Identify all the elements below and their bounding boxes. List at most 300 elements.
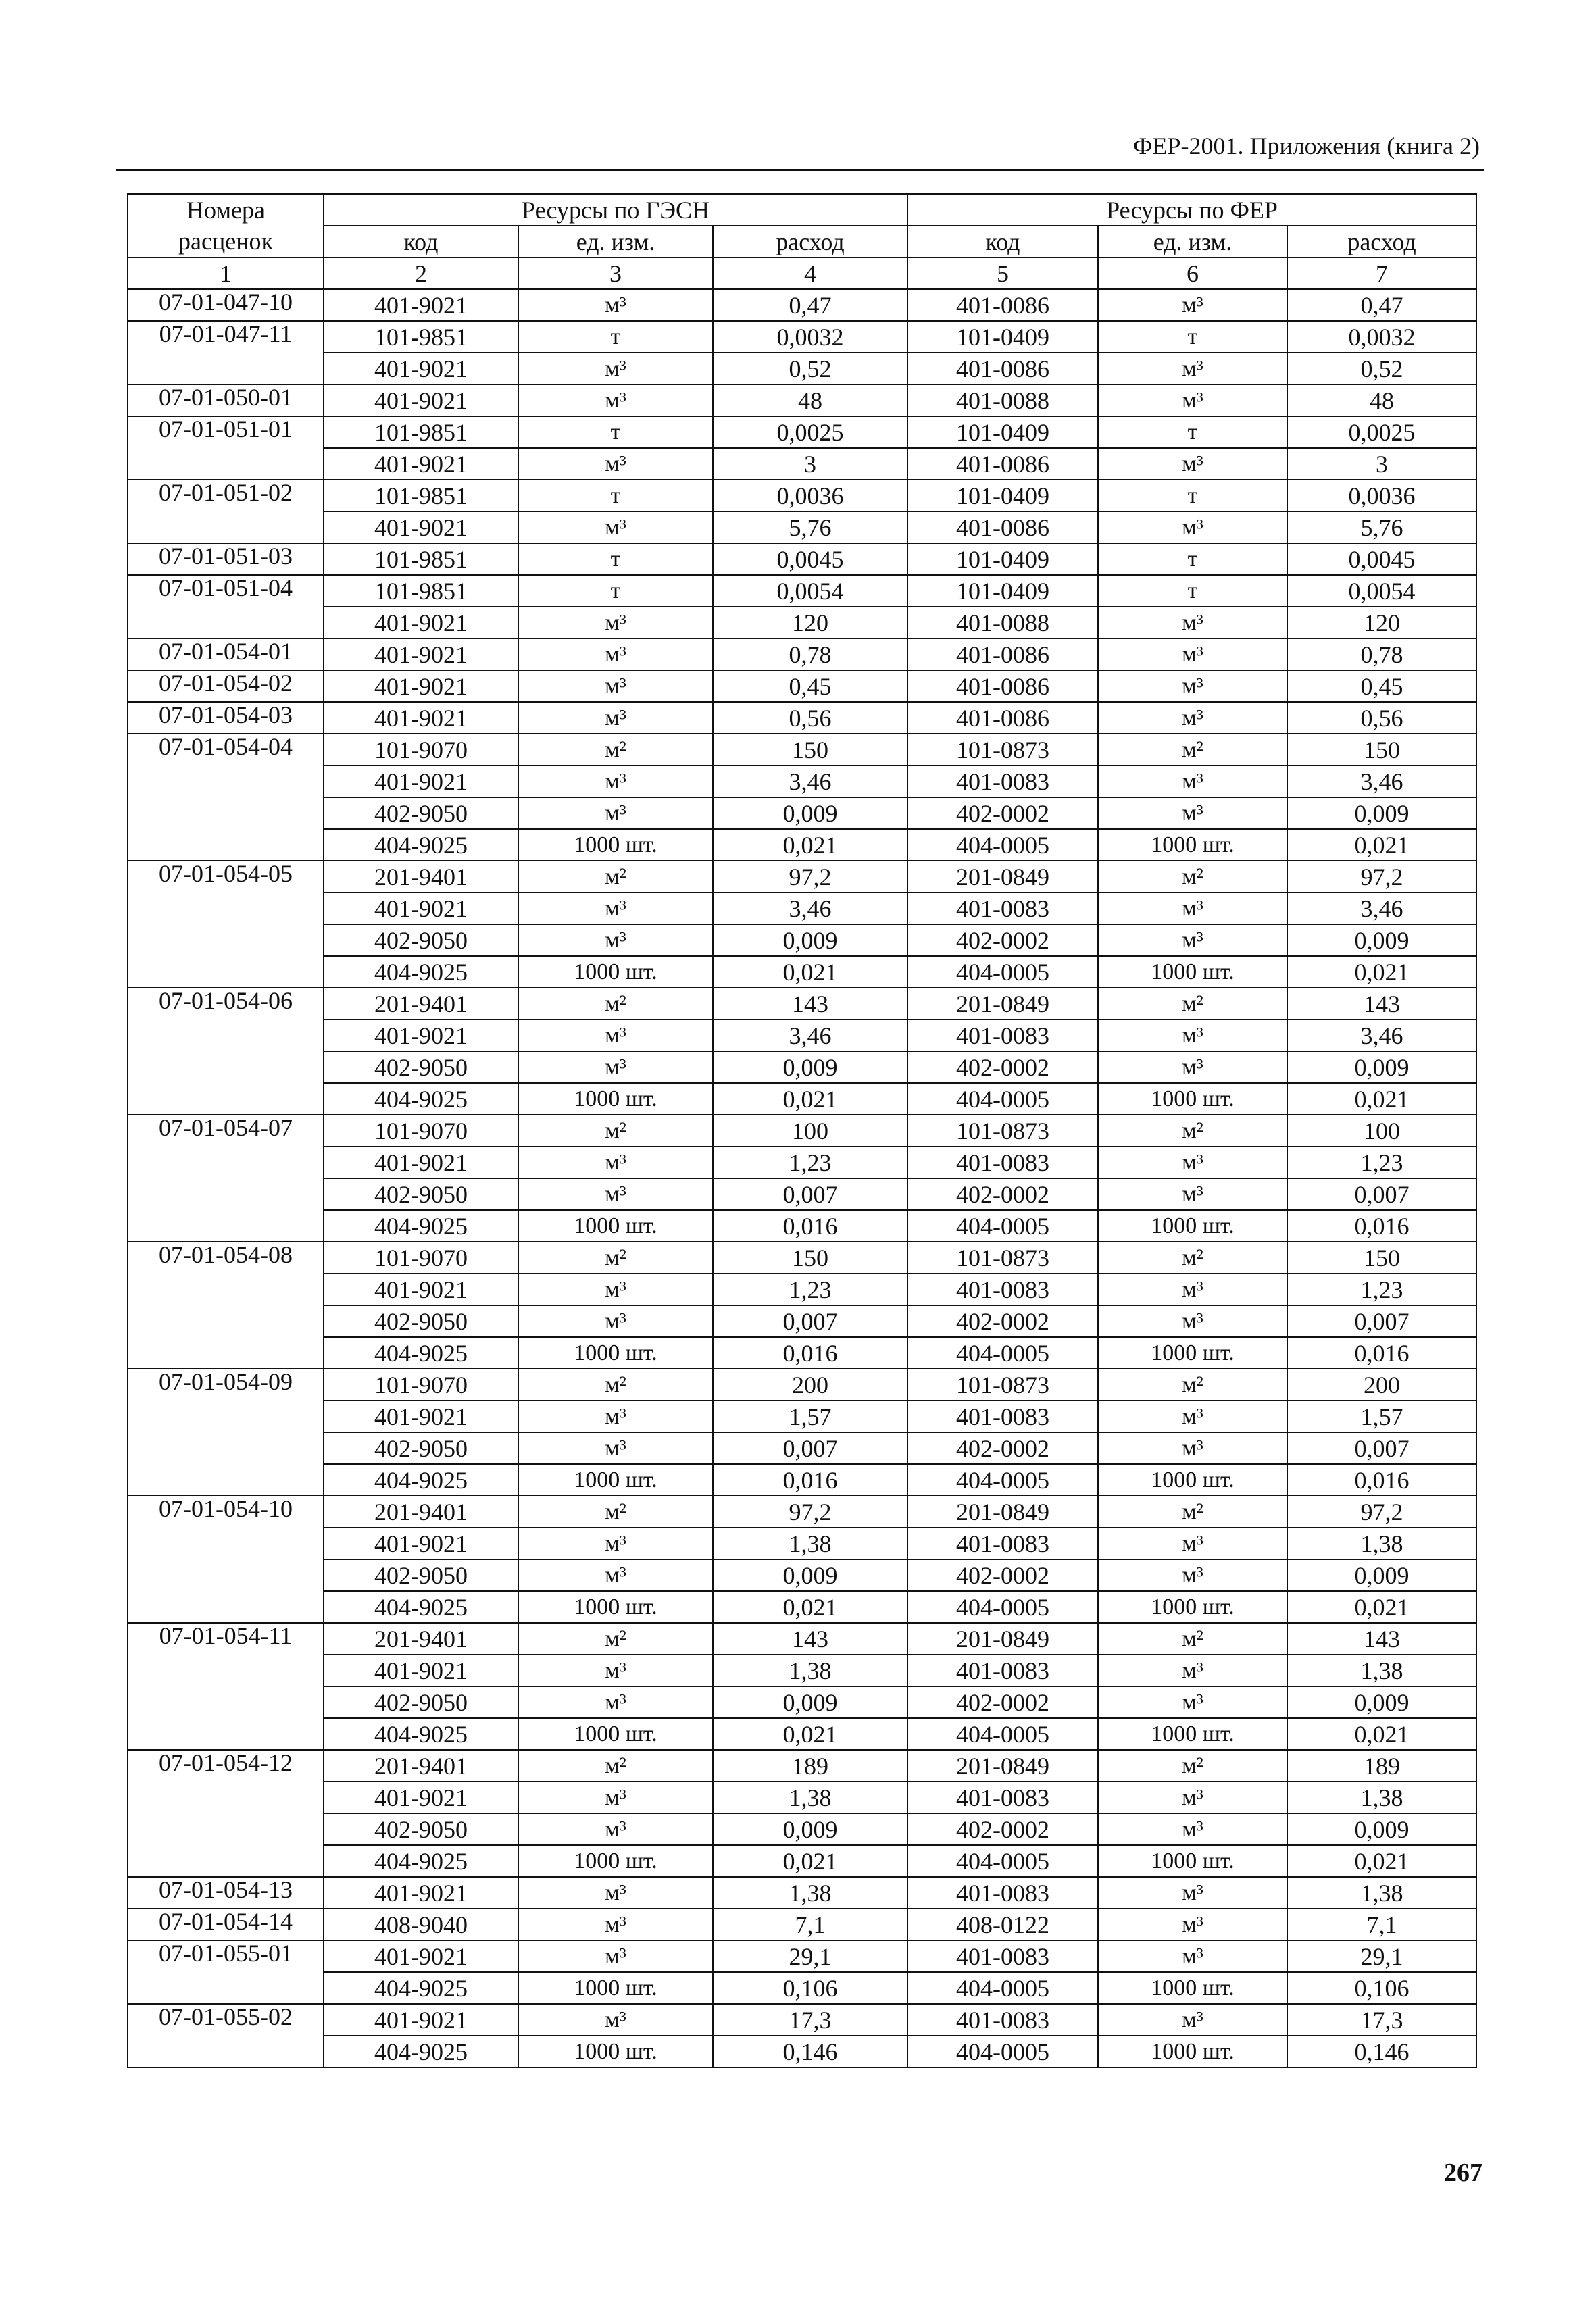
fer-unit-cell: 1000 шт.: [1098, 956, 1287, 988]
gesn-code-cell: 401-9021: [324, 892, 518, 924]
table-row: [128, 480, 1476, 511]
fer-code-cell: 404-0005: [907, 1464, 1098, 1496]
fer-code-cell: 402-0002: [907, 1178, 1098, 1210]
col-number: 6: [1098, 257, 1287, 289]
fer-unit-cell: м³: [1098, 1909, 1287, 1940]
rate-number-cell: [128, 765, 324, 797]
fer-unit-cell: м³: [1098, 1782, 1287, 1813]
fer-code-cell: 401-0083: [907, 1274, 1098, 1305]
gesn-unit-cell: м²: [518, 1750, 713, 1782]
table-row: [128, 1750, 1476, 1782]
fer-amount-cell: 0,0025: [1287, 416, 1476, 448]
rate-number-cell: [128, 1528, 324, 1559]
fer-amount-cell: 0,016: [1287, 1464, 1476, 1496]
fer-unit-cell: м³: [1098, 1051, 1287, 1083]
gesn-code-cell: 401-9021: [324, 638, 518, 670]
fer-unit-cell: т: [1098, 416, 1287, 448]
table-row: [128, 1305, 1476, 1337]
gesn-amount-cell: 5,76: [713, 511, 907, 543]
table-row: [128, 734, 1476, 765]
rate-number-cell: 07-01-054-06: [128, 988, 324, 1020]
fer-unit-cell: м³: [1098, 924, 1287, 956]
fer-amount-cell: 0,47: [1287, 289, 1476, 321]
gesn-amount-cell: 0,007: [713, 1432, 907, 1464]
gesn-code-cell: 402-9050: [324, 1305, 518, 1337]
table-row: [128, 1464, 1476, 1496]
fer-unit-cell: м²: [1098, 861, 1287, 892]
gesn-code-cell: 101-9851: [324, 543, 518, 575]
fer-code-cell: 401-0083: [907, 1655, 1098, 1686]
fer-unit-cell: т: [1098, 543, 1287, 575]
fer-amount-cell: 97,2: [1287, 861, 1476, 892]
fer-amount-cell: 100: [1287, 1115, 1476, 1147]
gesn-amount-cell: 0,016: [713, 1464, 907, 1496]
fer-unit-cell: т: [1098, 575, 1287, 607]
fer-code-cell: 401-0083: [907, 1020, 1098, 1051]
fer-code-cell: 401-0083: [907, 892, 1098, 924]
gesn-unit-cell: 1000 шт.: [518, 1718, 713, 1750]
table-row: [128, 1845, 1476, 1877]
fer-amount-cell: 0,016: [1287, 1337, 1476, 1369]
gesn-code-cell: 401-9021: [324, 1940, 518, 1972]
gesn-amount-cell: 0,021: [713, 1718, 907, 1750]
gesn-unit-cell: 1000 шт.: [518, 829, 713, 861]
rate-number-cell: 07-01-051-01: [128, 416, 324, 448]
gesn-unit-cell: м²: [518, 988, 713, 1020]
table-row: [128, 2036, 1476, 2067]
gesn-code-cell: 101-9070: [324, 1115, 518, 1147]
gesn-code-cell: 404-9025: [324, 2036, 518, 2067]
gesn-amount-cell: 150: [713, 1242, 907, 1274]
table-row: [128, 2004, 1476, 2036]
gesn-unit-cell: м³: [518, 1813, 713, 1845]
gesn-unit-cell: м³: [518, 702, 713, 734]
fer-code-cell: 401-0088: [907, 384, 1098, 416]
table-row: [128, 353, 1476, 384]
rate-number-cell: [128, 1591, 324, 1623]
rates-header-2: расценок: [128, 226, 324, 257]
rate-number-cell: 07-01-051-02: [128, 480, 324, 511]
fer-unit-cell: 1000 шт.: [1098, 1210, 1287, 1242]
gesn-amount-cell: 0,0032: [713, 321, 907, 353]
fer-amount-cell: 29,1: [1287, 1940, 1476, 1972]
fer-group-header: Ресурсы по ФЕР: [907, 194, 1476, 226]
rate-number-cell: [128, 1813, 324, 1845]
gesn-unit-cell: м³: [518, 1305, 713, 1337]
table-row: [128, 1528, 1476, 1559]
gesn-unit-cell: м³: [518, 924, 713, 956]
gesn-amount-cell: 3,46: [713, 1020, 907, 1051]
fer-unit-cell: м³: [1098, 765, 1287, 797]
fer-unit-cell: 1000 шт.: [1098, 1591, 1287, 1623]
resource-table: [127, 193, 1477, 2068]
col-number: 2: [324, 257, 518, 289]
gesn-code-cell: 404-9025: [324, 829, 518, 861]
fer-unit-cell: м³: [1098, 1655, 1287, 1686]
table-row: [128, 321, 1476, 353]
fer-amount-cell: 0,0032: [1287, 321, 1476, 353]
gesn-unit-cell: т: [518, 543, 713, 575]
page-number: 267: [1444, 2159, 1482, 2187]
fer-code-cell: 402-0002: [907, 1305, 1098, 1337]
fer-unit-cell: 1000 шт.: [1098, 1845, 1287, 1877]
fer-amount-cell: 120: [1287, 607, 1476, 638]
gesn-unit-cell: м³: [518, 1020, 713, 1051]
fer-unit-cell: т: [1098, 480, 1287, 511]
table-row: [128, 1020, 1476, 1051]
gesn-code-cell: 404-9025: [324, 1972, 518, 2004]
running-header: ФЕР-2001. Приложения (книга 2): [1133, 132, 1480, 159]
fer-code-cell: 401-0083: [907, 1940, 1098, 1972]
fer-code-cell: 401-0086: [907, 670, 1098, 702]
fer-amount-cell: 0,009: [1287, 1686, 1476, 1718]
fer-code-cell: 402-0002: [907, 1813, 1098, 1845]
table-row: [128, 1337, 1476, 1369]
fer-unit-cell: т: [1098, 321, 1287, 353]
fer-code-cell: 402-0002: [907, 1432, 1098, 1464]
gesn-amount-cell: 29,1: [713, 1940, 907, 1972]
fer-code-cell: 101-0873: [907, 1115, 1098, 1147]
column-numbers-row: [128, 257, 1476, 289]
gesn-amount-cell: 150: [713, 734, 907, 765]
rate-number-cell: [128, 956, 324, 988]
gesn-code-cell: 402-9050: [324, 1686, 518, 1718]
fer-amount-cell: 0,45: [1287, 670, 1476, 702]
table-row: [128, 1591, 1476, 1623]
fer-amount-cell: 0,0045: [1287, 543, 1476, 575]
table-body: [128, 289, 1476, 2067]
gesn-unit-cell: м²: [518, 1115, 713, 1147]
rate-number-cell: [128, 1464, 324, 1496]
gesn-amount-cell: 0,009: [713, 1559, 907, 1591]
gesn-unit-cell: 1000 шт.: [518, 1972, 713, 2004]
fer-unit-cell: м²: [1098, 1242, 1287, 1274]
table-row: [128, 892, 1476, 924]
gesn-amount-cell: 0,007: [713, 1178, 907, 1210]
table-row: [128, 511, 1476, 543]
gesn-unit-cell: м³: [518, 511, 713, 543]
fer-unit-cell: м²: [1098, 1623, 1287, 1655]
fer-unit-cell: м³: [1098, 1559, 1287, 1591]
gesn-amount-cell: 0,78: [713, 638, 907, 670]
rate-number-cell: [128, 829, 324, 861]
fer-amount-cell: 0,0036: [1287, 480, 1476, 511]
fer-unit-cell: м³: [1098, 1940, 1287, 1972]
col-number: 3: [518, 257, 713, 289]
gesn-unit-cell: м²: [518, 1369, 713, 1401]
table-row: [128, 1718, 1476, 1750]
fer-amount-cell: 97,2: [1287, 1496, 1476, 1528]
rate-number-cell: [128, 1655, 324, 1686]
fer-unit-cell: 1000 шт.: [1098, 1464, 1287, 1496]
fer-unit-cell: 1000 шт.: [1098, 1083, 1287, 1115]
rate-number-cell: [128, 1432, 324, 1464]
gesn-amount-cell: 7,1: [713, 1909, 907, 1940]
gesn-code-cell: 404-9025: [324, 956, 518, 988]
gesn-amount-cell: 0,45: [713, 670, 907, 702]
rate-number-cell: [128, 1178, 324, 1210]
fer-amount-cell: 200: [1287, 1369, 1476, 1401]
gesn-code-cell: 404-9025: [324, 1464, 518, 1496]
gesn-code-cell: 401-9021: [324, 353, 518, 384]
gesn-code-cell: 401-9021: [324, 1401, 518, 1432]
gesn-code-header: код: [324, 226, 518, 257]
gesn-code-cell: 408-9040: [324, 1909, 518, 1940]
table-row: [128, 1369, 1476, 1401]
fer-amount-cell: 48: [1287, 384, 1476, 416]
gesn-code-cell: 401-9021: [324, 1655, 518, 1686]
rate-number-cell: 07-01-054-08: [128, 1242, 324, 1274]
fer-code-cell: 101-0409: [907, 416, 1098, 448]
gesn-unit-cell: м³: [518, 1051, 713, 1083]
fer-amount-cell: 0,021: [1287, 1845, 1476, 1877]
gesn-unit-cell: м²: [518, 1242, 713, 1274]
fer-code-cell: 402-0002: [907, 797, 1098, 829]
fer-code-cell: 201-0849: [907, 861, 1098, 892]
rate-number-cell: [128, 1782, 324, 1813]
gesn-amount-cell: 1,23: [713, 1274, 907, 1305]
fer-amount-cell: 0,78: [1287, 638, 1476, 670]
fer-unit-cell: м³: [1098, 1528, 1287, 1559]
gesn-unit-cell: м³: [518, 1432, 713, 1464]
table-row: [128, 543, 1476, 575]
fer-code-cell: 404-0005: [907, 1337, 1098, 1369]
gesn-unit-cell: 1000 шт.: [518, 1083, 713, 1115]
gesn-unit-cell: т: [518, 321, 713, 353]
fer-code-cell: 101-0409: [907, 321, 1098, 353]
fer-amount-cell: 0,021: [1287, 829, 1476, 861]
gesn-unit-cell: 1000 шт.: [518, 1337, 713, 1369]
fer-unit-cell: м³: [1098, 1401, 1287, 1432]
fer-amount-cell: 0,021: [1287, 1718, 1476, 1750]
gesn-amount-cell: 143: [713, 1623, 907, 1655]
gesn-code-cell: 401-9021: [324, 2004, 518, 2036]
rate-number-cell: [128, 1718, 324, 1750]
gesn-amount-cell: 0,009: [713, 1813, 907, 1845]
gesn-unit-cell: м³: [518, 765, 713, 797]
rate-number-cell: 07-01-047-11: [128, 321, 324, 353]
fer-code-cell: 401-0083: [907, 1877, 1098, 1909]
fer-amount-cell: 3,46: [1287, 765, 1476, 797]
gesn-code-cell: 402-9050: [324, 797, 518, 829]
fer-amount-cell: 1,38: [1287, 1877, 1476, 1909]
table-row: [128, 1782, 1476, 1813]
gesn-amount-cell: 3,46: [713, 892, 907, 924]
table-row: [128, 1972, 1476, 2004]
rate-number-cell: 07-01-054-09: [128, 1369, 324, 1401]
table-row: [128, 638, 1476, 670]
fer-amount-cell: 150: [1287, 734, 1476, 765]
gesn-amount-cell: 0,146: [713, 2036, 907, 2067]
rate-number-cell: [128, 1051, 324, 1083]
gesn-amount-cell: 3,46: [713, 765, 907, 797]
fer-unit-cell: 1000 шт.: [1098, 1718, 1287, 1750]
gesn-unit-cell: 1000 шт.: [518, 2036, 713, 2067]
rate-number-cell: [128, 1337, 324, 1369]
fer-amount-cell: 1,23: [1287, 1274, 1476, 1305]
gesn-unit-cell: м³: [518, 384, 713, 416]
gesn-code-cell: 401-9021: [324, 1274, 518, 1305]
gesn-amount-cell: 0,021: [713, 956, 907, 988]
fer-code-cell: 401-0083: [907, 1401, 1098, 1432]
table-row: [128, 702, 1476, 734]
table-row: [128, 416, 1476, 448]
table-row: [128, 289, 1476, 321]
gesn-code-cell: 402-9050: [324, 1051, 518, 1083]
gesn-unit-cell: т: [518, 416, 713, 448]
gesn-code-cell: 201-9401: [324, 861, 518, 892]
fer-amount-cell: 0,007: [1287, 1432, 1476, 1464]
rate-number-cell: 07-01-054-05: [128, 861, 324, 892]
fer-code-cell: 402-0002: [907, 1559, 1098, 1591]
gesn-code-cell: 401-9021: [324, 384, 518, 416]
table-row: [128, 1115, 1476, 1147]
rate-number-cell: 07-01-054-14: [128, 1909, 324, 1940]
fer-amount-cell: 143: [1287, 1623, 1476, 1655]
table-row: [128, 797, 1476, 829]
table-row: [128, 1623, 1476, 1655]
fer-amount-cell: 1,23: [1287, 1147, 1476, 1178]
fer-code-cell: 101-0409: [907, 575, 1098, 607]
fer-code-cell: 401-0086: [907, 511, 1098, 543]
gesn-unit-cell: м³: [518, 1147, 713, 1178]
gesn-amount-cell: 0,021: [713, 1083, 907, 1115]
fer-code-cell: 402-0002: [907, 924, 1098, 956]
gesn-amount-cell: 0,021: [713, 1591, 907, 1623]
rate-number-cell: 07-01-054-12: [128, 1750, 324, 1782]
fer-amount-cell: 1,38: [1287, 1782, 1476, 1813]
gesn-code-cell: 401-9021: [324, 1147, 518, 1178]
gesn-unit-cell: м³: [518, 1178, 713, 1210]
fer-unit-cell: м³: [1098, 1305, 1287, 1337]
fer-code-cell: 401-0083: [907, 1782, 1098, 1813]
rate-number-cell: [128, 1845, 324, 1877]
fer-unit-cell: м³: [1098, 353, 1287, 384]
fer-code-cell: 404-0005: [907, 829, 1098, 861]
gesn-unit-cell: 1000 шт.: [518, 1210, 713, 1242]
table-row: [128, 1051, 1476, 1083]
rate-number-cell: [128, 1020, 324, 1051]
gesn-unit-cell: м³: [518, 2004, 713, 2036]
fer-code-cell: 401-0083: [907, 765, 1098, 797]
rate-number-cell: 07-01-054-10: [128, 1496, 324, 1528]
gesn-code-cell: 402-9050: [324, 924, 518, 956]
gesn-amount-cell: 0,52: [713, 353, 907, 384]
gesn-code-cell: 404-9025: [324, 1337, 518, 1369]
gesn-code-cell: 401-9021: [324, 1782, 518, 1813]
gesn-unit-cell: м³: [518, 1909, 713, 1940]
fer-amount-cell: 0,016: [1287, 1210, 1476, 1242]
gesn-code-cell: 201-9401: [324, 1750, 518, 1782]
gesn-unit-cell: м³: [518, 1877, 713, 1909]
fer-unit-cell: м³: [1098, 448, 1287, 480]
gesn-amount-cell: 0,0036: [713, 480, 907, 511]
rate-number-cell: [128, 1401, 324, 1432]
fer-code-cell: 101-0873: [907, 734, 1098, 765]
rate-number-cell: [128, 1083, 324, 1115]
table-row: [128, 1210, 1476, 1242]
fer-code-cell: 401-0086: [907, 448, 1098, 480]
gesn-unit-cell: 1000 шт.: [518, 1845, 713, 1877]
rate-number-cell: 07-01-054-01: [128, 638, 324, 670]
rate-number-cell: [128, 607, 324, 638]
gesn-unit-cell: м³: [518, 638, 713, 670]
gesn-code-cell: 402-9050: [324, 1432, 518, 1464]
gesn-amount-cell: 1,38: [713, 1655, 907, 1686]
rate-number-cell: 07-01-055-02: [128, 2004, 324, 2036]
fer-code-cell: 201-0849: [907, 988, 1098, 1020]
table-row: [128, 765, 1476, 797]
table-row: [128, 1496, 1476, 1528]
gesn-code-cell: 404-9025: [324, 1083, 518, 1115]
rate-number-cell: 07-01-054-02: [128, 670, 324, 702]
fer-code-cell: 404-0005: [907, 2036, 1098, 2067]
gesn-code-cell: 401-9021: [324, 1020, 518, 1051]
gesn-unit-cell: м³: [518, 670, 713, 702]
gesn-unit-cell: т: [518, 480, 713, 511]
rate-number-cell: [128, 924, 324, 956]
gesn-amount-cell: 0,47: [713, 289, 907, 321]
fer-unit-cell: м³: [1098, 1813, 1287, 1845]
fer-code-cell: 101-0409: [907, 480, 1098, 511]
fer-amount-cell: 0,0054: [1287, 575, 1476, 607]
fer-unit-cell: 1000 шт.: [1098, 1972, 1287, 2004]
fer-code-cell: 101-0873: [907, 1242, 1098, 1274]
fer-unit-cell: м³: [1098, 797, 1287, 829]
gesn-amount-cell: 0,009: [713, 1686, 907, 1718]
table-row: [128, 1274, 1476, 1305]
gesn-code-cell: 401-9021: [324, 1528, 518, 1559]
rate-number-cell: [128, 892, 324, 924]
gesn-amount-cell: 1,23: [713, 1147, 907, 1178]
fer-unit-cell: м³: [1098, 607, 1287, 638]
gesn-code-cell: 101-9851: [324, 575, 518, 607]
gesn-code-cell: 401-9021: [324, 702, 518, 734]
fer-unit-cell: м³: [1098, 1178, 1287, 1210]
fer-amount-cell: 7,1: [1287, 1909, 1476, 1940]
rate-number-cell: [128, 511, 324, 543]
rate-number-cell: 07-01-054-07: [128, 1115, 324, 1147]
table-row: [128, 670, 1476, 702]
fer-code-cell: 101-0409: [907, 543, 1098, 575]
rate-number-cell: [128, 448, 324, 480]
table-row: [128, 924, 1476, 956]
fer-amount-cell: 3,46: [1287, 1020, 1476, 1051]
table-row: [128, 829, 1476, 861]
gesn-amount-cell: 0,021: [713, 1845, 907, 1877]
rate-number-cell: 07-01-051-04: [128, 575, 324, 607]
gesn-unit-cell: м³: [518, 1401, 713, 1432]
fer-amount-cell: 0,009: [1287, 1813, 1476, 1845]
table-row: [128, 1401, 1476, 1432]
gesn-unit-cell: м³: [518, 1559, 713, 1591]
gesn-amount-cell: 17,3: [713, 2004, 907, 2036]
col-number: 5: [907, 257, 1098, 289]
fer-amount-cell: 0,009: [1287, 1051, 1476, 1083]
fer-amount-cell: 0,007: [1287, 1178, 1476, 1210]
gesn-unit-cell: м²: [518, 861, 713, 892]
table-row: [128, 1813, 1476, 1845]
fer-code-cell: 408-0122: [907, 1909, 1098, 1940]
table-row: [128, 1242, 1476, 1274]
gesn-code-cell: 101-9851: [324, 416, 518, 448]
rate-number-cell: 07-01-054-03: [128, 702, 324, 734]
gesn-unit-cell: м³: [518, 289, 713, 321]
fer-unit-cell: 1000 шт.: [1098, 2036, 1287, 2067]
table-row: [128, 1147, 1476, 1178]
fer-code-header: код: [907, 226, 1098, 257]
fer-code-cell: 404-0005: [907, 1718, 1098, 1750]
